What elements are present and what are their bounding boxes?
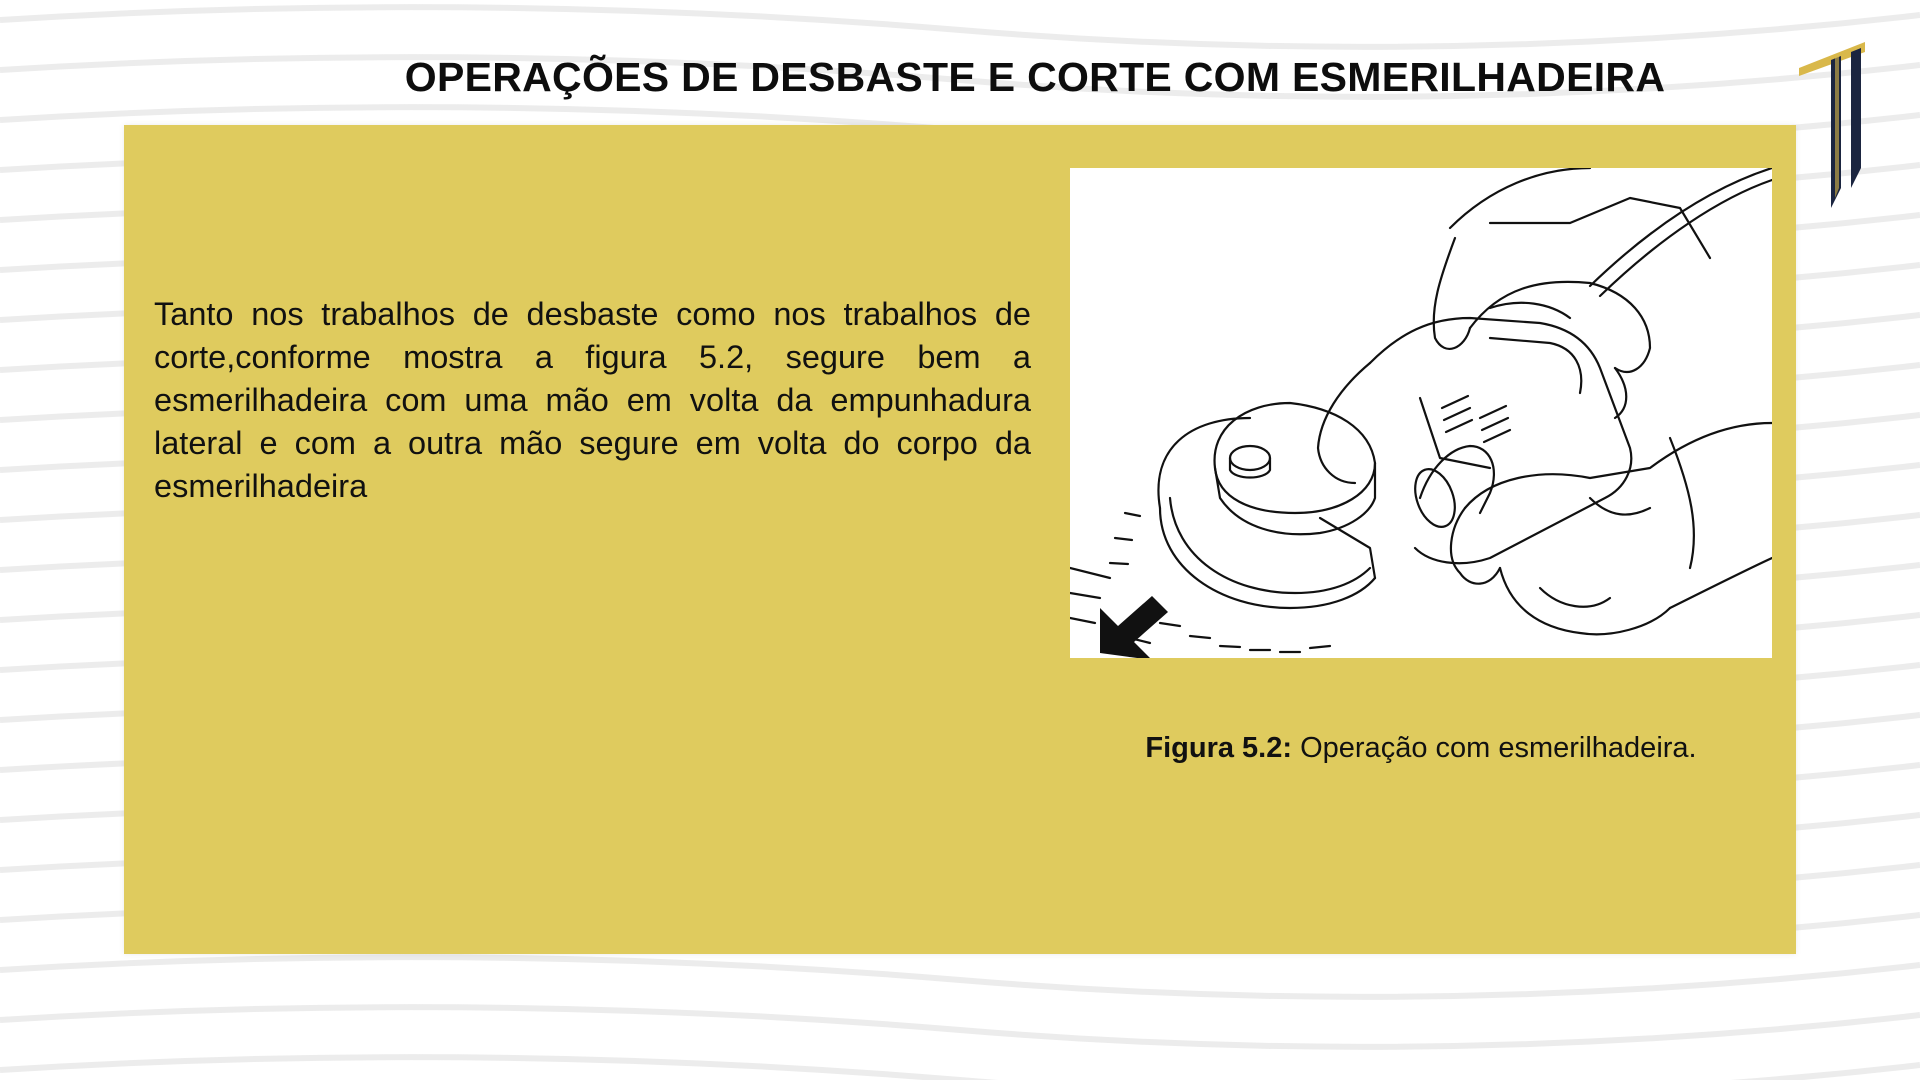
figure-caption-text: Operação com esmerilhadeira. [1292, 732, 1697, 764]
page-title: OPERAÇÕES DE DESBASTE E CORTE COM ESMERILHADEIRA [404, 54, 1666, 100]
content-panel [124, 125, 1796, 954]
angle-grinder-illustration [1070, 168, 1772, 658]
body-paragraph: Tanto nos trabalhos de desbaste como nos trabalhos de corte,conforme mostra a figura 5.2, segure bem a esmerilhadeira com uma mão em volta da empunhadura lateral e com a outra mão segure em volta do corpo da esmerilhadeira [154, 296, 1031, 504]
figure-caption [1070, 732, 1772, 765]
brand-logo-icon [1795, 38, 1875, 228]
figure-image [1070, 168, 1772, 658]
figure-caption-label: Figura 5.2: [1145, 732, 1293, 764]
